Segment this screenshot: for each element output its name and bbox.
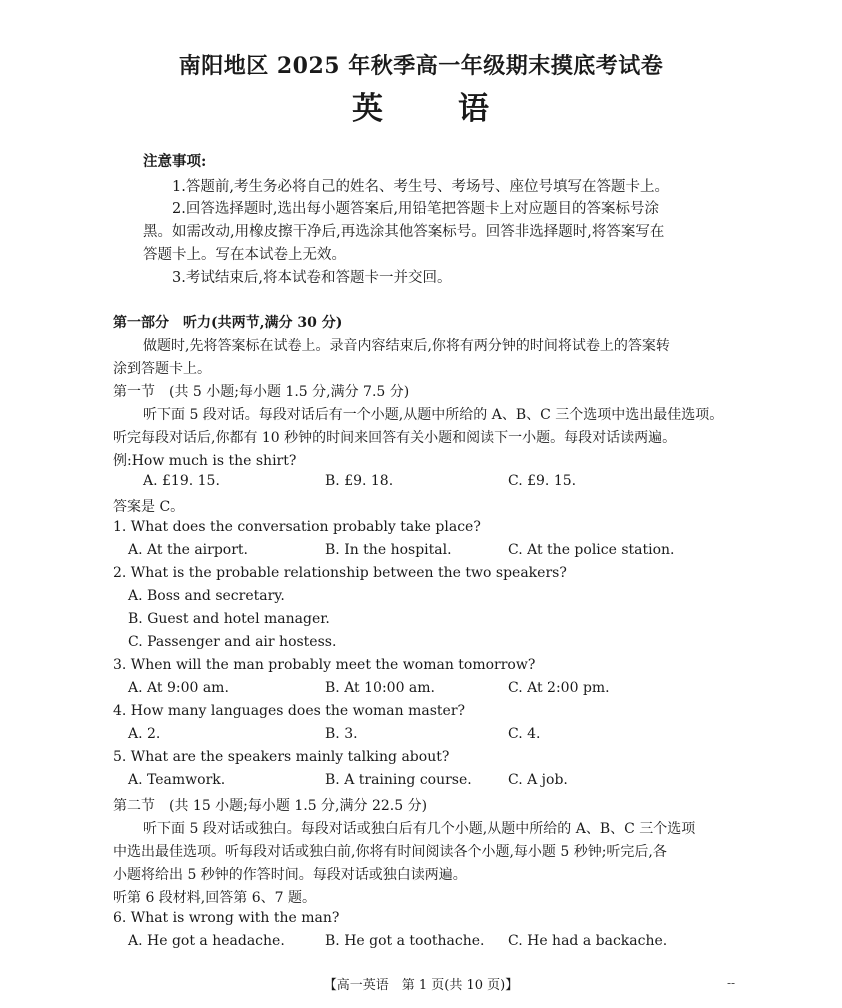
section1-intro: 听下面 5 段对话。每段对话后有一个小题,从题中所给的 A、B、C 三个选项中选出最佳选项。 [143,407,724,423]
part1-heading: 第一部分 听力(共两节,满分 30 分) [113,315,343,331]
notice-line: 1.答题前,考生务必将自己的姓名、考生号、考场号、座位号填写在答题卡上。 [172,179,669,195]
q4-option-a: A. 2. [128,726,161,742]
section2-intro: 小题将给出 5 秒钟的作答时间。每段对话或独白读两遍。 [113,867,467,883]
section1-heading: 第一节 (共 5 小题;每小题 1.5 分,满分 7.5 分) [113,384,410,400]
example-question: 例:How much is the shirt? [113,453,297,469]
subject-char-1: 英 [352,91,383,127]
notice-line: 答题卡上。写在本试卷上无效。 [143,247,346,263]
question-4: 4. How many languages does the woman master? [113,703,466,719]
q3-option-b: B. At 10:00 am. [325,680,435,696]
material-instruction: 听第 6 段材料,回答第 6、7 题。 [113,890,316,906]
notice-line: 黑。如需改动,用橡皮擦干净后,再选涂其他答案标号。回答非选择题时,将答案写在 [143,224,665,240]
q4-option-c: C. 4. [508,726,541,742]
q5-option-c: C. A job. [508,772,568,788]
q1-option-c: C. At the police station. [508,542,675,558]
q4-option-b: B. 3. [325,726,358,742]
notice-line: 3.考试结束后,将本试卷和答题卡一并交回。 [172,270,452,286]
q6-option-b: B. He got a toothache. [325,933,485,949]
example-option-c: C. £9. 15. [508,473,577,489]
q2-option-b: B. Guest and hotel manager. [128,611,330,627]
q5-option-b: B. A training course. [325,772,472,788]
notice-heading: 注意事项: [143,153,207,170]
question-6: 6. What is wrong with the man? [113,910,340,926]
section2-intro: 中选出最佳选项。听每段对话或独白前,你将有时间阅读各个小题,每小题 5 秒钟;听完后,各 [113,844,667,860]
example-answer: 答案是 C。 [113,499,185,515]
q1-option-b: B. In the hospital. [325,542,452,558]
exam-title: 南阳地区 2025 年秋季高一年级期末摸底考试卷 [178,53,664,79]
question-1: 1. What does the conversation probably take place? [113,519,481,535]
notice-line: 2.回答选择题时,选出每小题答案后,用铅笔把答题卡上对应题目的答案标号涂 [172,201,660,217]
footer-mark: -- [727,976,736,990]
q2-option-a: A. Boss and secretary. [128,588,285,604]
section1-intro: 听完每段对话后,你都有 10 秒钟的时间来回答有关小题和阅读下一小题。每段对话读两遍。 [113,430,677,446]
part1-intro: 做题时,先将答案标在试卷上。录音内容结束后,你将有两分钟的时间将试卷上的答案转 [143,338,670,354]
page-footer: 【高一英语 第 1 页(共 10 页)】 [323,978,519,993]
subject-char-2: 语 [458,91,489,127]
question-2: 2. What is the probable relationship between the two speakers? [113,565,567,581]
part1-intro: 涂到答题卡上。 [113,361,211,377]
q3-option-c: C. At 2:00 pm. [508,680,610,696]
example-option-b: B. £9. 18. [325,473,394,489]
q6-option-a: A. He got a headache. [128,933,285,949]
section2-heading: 第二节 (共 15 小题;每小题 1.5 分,满分 22.5 分) [113,798,428,814]
question-3: 3. When will the man probably meet the woman tomorrow? [113,657,536,673]
q1-option-a: A. At the airport. [128,542,249,558]
q3-option-a: A. At 9:00 am. [128,680,229,696]
q5-option-a: A. Teamwork. [128,772,226,788]
question-5: 5. What are the speakers mainly talking about? [113,749,450,765]
example-option-a: A. £19. 15. [143,473,220,489]
section2-intro: 听下面 5 段对话或独白。每段对话或独白后有几个小题,从题中所给的 A、B、C 三个选项 [143,821,696,837]
q2-option-c: C. Passenger and air hostess. [128,634,337,650]
q6-option-c: C. He had a backache. [508,933,668,949]
